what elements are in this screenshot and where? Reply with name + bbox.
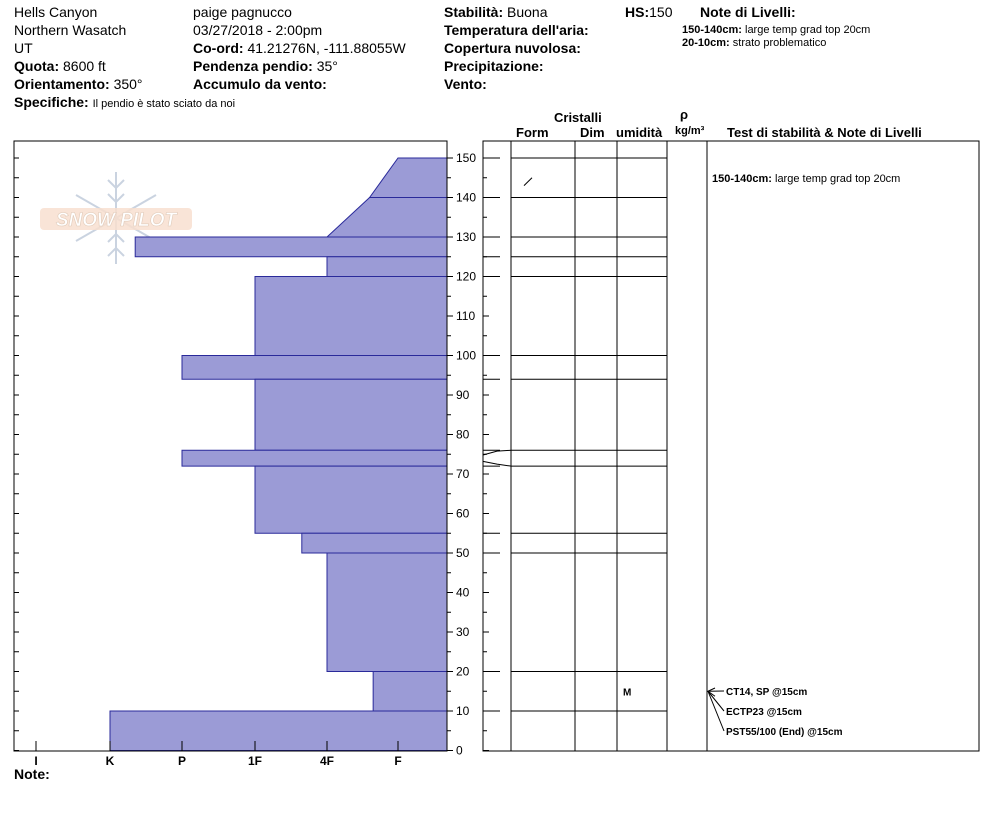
depth-tick-label: 80 (456, 427, 470, 442)
stability-test-label: PST55/100 (End) @15cm (726, 727, 843, 738)
depth-tick-label: 20 (456, 664, 470, 679)
hardness-layer (255, 277, 447, 356)
hardness-layer (373, 672, 447, 712)
coords-value: 41.21276N, -111.88055W (247, 40, 406, 56)
hardness-layer (255, 379, 447, 450)
hardness-layer (370, 158, 447, 198)
depth-tick-label: 10 (456, 704, 470, 718)
coords-label: Co-ord: (193, 40, 244, 56)
note-label: Note: (14, 766, 50, 782)
specifics-label: Specifiche: (14, 94, 89, 110)
crystal-grid (483, 141, 707, 751)
depth-tick-label: 50 (456, 546, 470, 560)
hardness-tick-label: I (34, 754, 38, 768)
stability-value: Buona (507, 4, 548, 20)
hardness-layer (327, 257, 447, 277)
elevation-value: 8600 ft (63, 58, 106, 74)
logo-text: SNOW PILOT (55, 210, 177, 231)
layer-note-1-text: large temp grad top 20cm (745, 24, 871, 36)
layer-note-text: 150-140cm: large temp grad top 20cm (712, 172, 901, 185)
depth-tick-label: 90 (456, 388, 470, 402)
depth-tick-label: 100 (456, 348, 477, 363)
grid-frame (483, 141, 979, 751)
hardness-layer (182, 450, 447, 466)
depth-tick-label: 60 (456, 506, 470, 521)
layer-connector (483, 450, 511, 455)
depth-tick-label: 150 (456, 151, 477, 165)
slope-label: Pendenza pendio: (193, 58, 313, 74)
depth-tick-label: 40 (456, 585, 470, 600)
hardness-tick-label: 1F (247, 754, 263, 768)
stability-test-label: ECTP23 @15cm (726, 707, 802, 718)
hardness-tick-label: 4F (319, 754, 335, 768)
test-arrow (708, 691, 724, 711)
depth-tick-label: 110 (456, 309, 476, 323)
hs-label: HS: (625, 4, 650, 20)
left-tick-marks (14, 158, 19, 751)
location-line-1: Hells Canyon (14, 4, 98, 20)
hardness-layer (327, 198, 447, 238)
test-notes (708, 173, 900, 738)
hardness-layer (135, 237, 447, 257)
test-arrow (708, 691, 724, 731)
depth-tick-label: 30 (456, 625, 470, 639)
depth-tick-label: 70 (456, 467, 470, 481)
depth-tick-label: 140 (456, 190, 477, 205)
column-density-unit: kg/m³ (675, 125, 705, 137)
elevation-label: Quota: (14, 58, 60, 74)
slope-value: 35° (316, 58, 338, 74)
location-line-2: Northern Wasatch (14, 22, 127, 38)
layer-notes-title: Note di Livelli: (700, 4, 796, 20)
location-line-3: UT (14, 40, 33, 56)
crystal-form-mark (524, 178, 532, 186)
column-form: Form (516, 125, 549, 140)
depth-tick-label: 130 (456, 230, 477, 244)
aspect-label: Orientamento: (14, 76, 110, 92)
layer-note-2-range: 20-10cm: (682, 37, 730, 49)
hs-value: 150 (649, 4, 673, 20)
air-temp-label: Temperatura dell'aria: (444, 22, 589, 38)
hardness-layer (255, 466, 447, 533)
cloud-cover-label: Copertura nuvolosa: (444, 40, 581, 56)
moisture-mark: M (623, 687, 632, 699)
aspect-value: 350° (113, 76, 143, 92)
hardness-layer (182, 356, 447, 380)
wind-label: Vento: (444, 76, 487, 92)
hardness-layer (327, 553, 447, 672)
column-density-symbol: ρ (680, 107, 689, 122)
layer-connector (483, 461, 511, 466)
hardness-tick-label: F (394, 754, 402, 768)
observation-datetime: 03/27/2018 - 2:00pm (193, 22, 323, 38)
stability-test-label: CT14, SP @15cm (726, 687, 808, 698)
observer-name: paige pagnucco (193, 4, 292, 20)
column-crystals: Cristalli (554, 110, 602, 125)
hardness-layer (110, 711, 447, 751)
stability-label: Stabilità: (444, 4, 504, 20)
depth-tick-label: 120 (456, 269, 477, 284)
hardness-tick-label: K (105, 754, 115, 768)
layer-note-1-range: 150-140cm: (682, 24, 742, 36)
column-notes: Test di stabilità & Note di Livelli (727, 125, 922, 140)
layer-note-2-text: strato problematico (732, 37, 827, 49)
hardness-layers (110, 158, 447, 751)
column-size: Dim (580, 125, 605, 140)
depth-tick-label: 0 (456, 743, 463, 758)
hardness-tick-label: P (177, 754, 187, 768)
column-moisture: umidità (616, 125, 663, 140)
hardness-layer (302, 533, 447, 553)
specifics-value: Il pendio è stato sciato da noi (92, 98, 236, 110)
wind-loading-label: Accumulo da vento: (193, 76, 327, 92)
precipitation-label: Precipitazione: (444, 58, 544, 74)
